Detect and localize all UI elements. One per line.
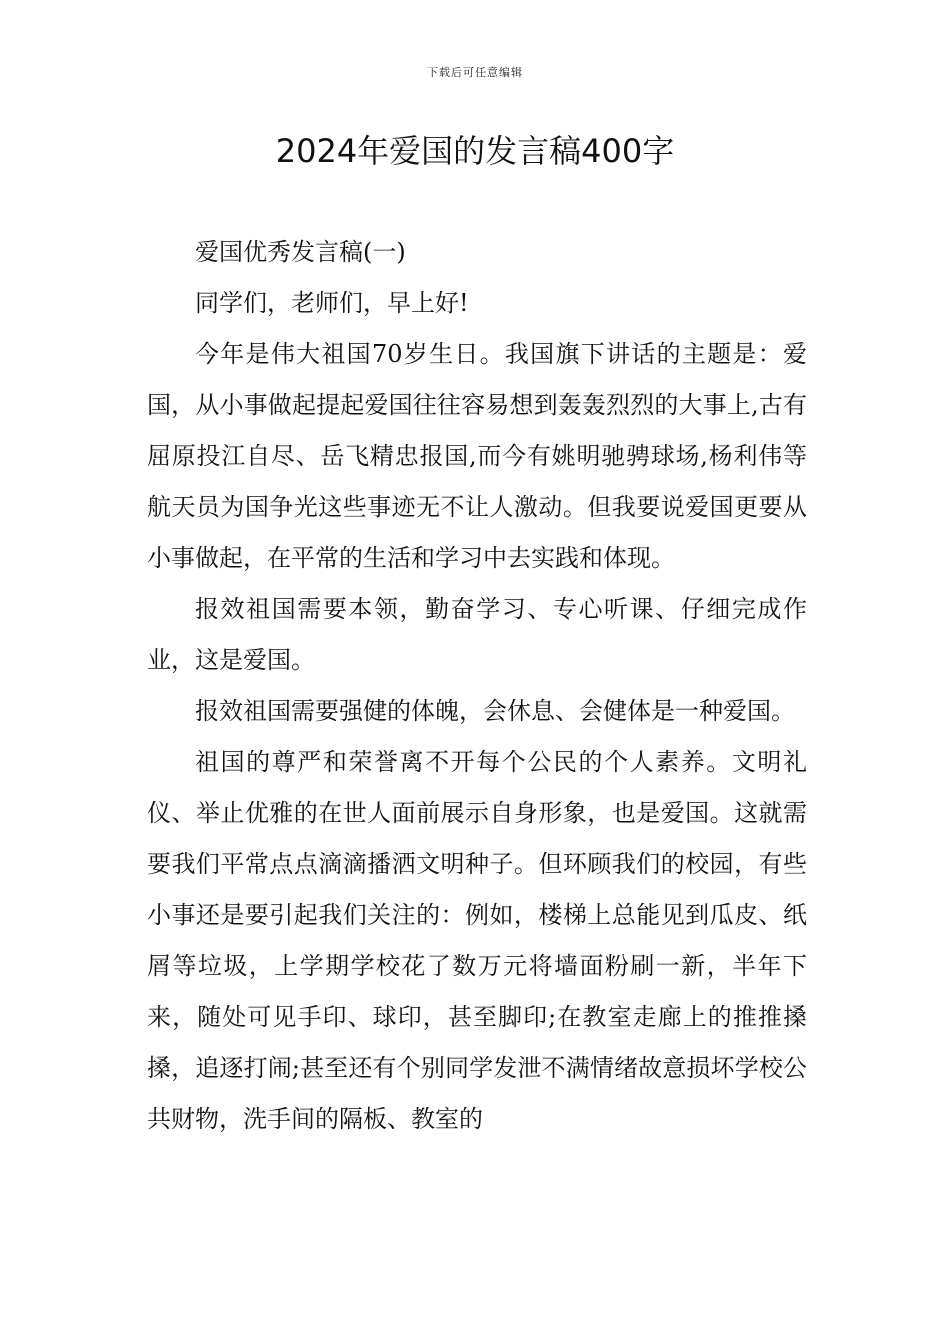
header-note: 下载后可任意编辑 <box>427 66 523 79</box>
document-body <box>147 227 807 1145</box>
body-paragraph: 报效祖国需要强健的体魄，会休息、会健体是一种爱国。 <box>195 697 795 725</box>
body-paragraph: 今年是伟大祖国70岁生日。我国旗下讲话的主题是：爱国，从小事做起提起爱国往往容易想到轰轰烈烈的大事上,古有屈原投江自尽、岳飞精忠报国,而今有姚明驰骋球场,杨利伟等航天员为国争光这些事迹无不让人激动。但我要说爱国更要从小事做起，在平常的生活和学习中去实践和体现。 <box>147 340 807 572</box>
body-paragraph: 报效祖国需要本领，勤奋学习、专心听课、仔细完成作业，这是爱国。 <box>147 595 807 674</box>
greeting-paragraph: 同学们，老师们，早上好! <box>195 289 469 317</box>
body-paragraph: 祖国的尊严和荣誉离不开每个公民的个人素养。文明礼仪、举止优雅的在世人面前展示自身形象，也是爱国。这就需要我们平常点点滴滴播洒文明种子。但环顾我们的校园，有些小事还是要引起我们关注的：例如，楼梯上总能见到瓜皮、纸屑等垃圾，上学期学校花了数万元将墙面粉刷一新，半年下来，随处可见手印、球印，甚至脚印;在教室走廊上的推推搡搡，追逐打闹;甚至还有个别同学发泄不满情绪故意损坏学校公共财物，洗手间的隔板、教室的 <box>147 748 807 1133</box>
subtitle-paragraph: 爱国优秀发言稿(一) <box>195 238 406 266</box>
document-title: 2024年爱国的发言稿400字 <box>275 132 675 170</box>
